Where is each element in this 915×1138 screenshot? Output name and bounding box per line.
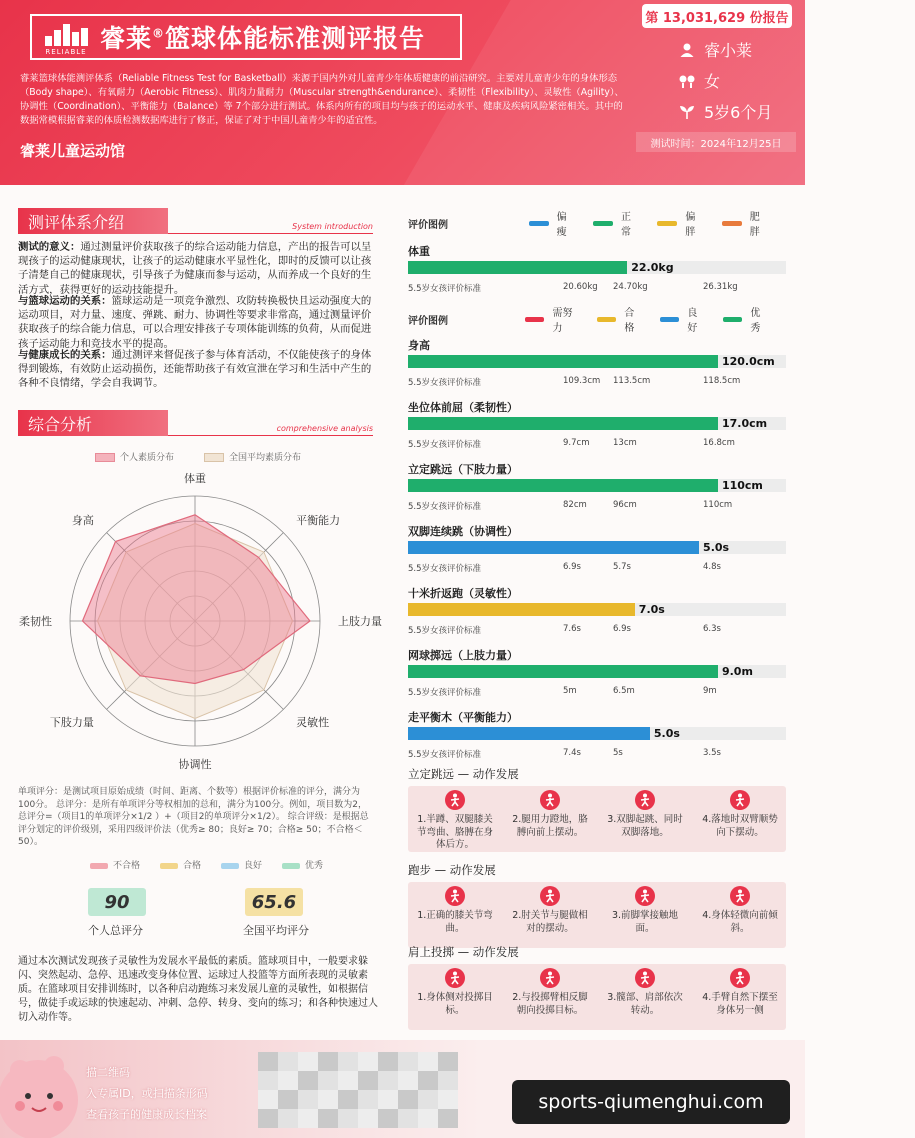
standard-tick: 13cm [613, 438, 637, 448]
mascot-image [0, 1040, 90, 1138]
standard-tick: 6.5m [613, 686, 635, 696]
development-step: 3.髋部、肩部依次转动。 [607, 992, 683, 1016]
standard-label: 5.5岁女孩评价标准 [408, 502, 482, 512]
metric-standard [408, 624, 786, 638]
qr-pixel [258, 1090, 278, 1109]
standard-tick: 4.8s [703, 562, 721, 572]
intro-paragraph-2: 与篮球运动的关系：篮球运动是一项竞争激烈、攻防转换极快且运动强度大的运动项目，对力量、速度、弹跳、耐力、协调性等要求非常高，通过测量评价获取孩子的综合能力信息，可以合理安排孩子专项体能训练的负荷，从而促进孩子运动能力和竞技水平的提高。 [18, 295, 372, 350]
legend-qualified: 合格 [597, 304, 642, 334]
test-date: 测试时间：2024年12月25日 [636, 132, 796, 152]
standard-tick: 24.70kg [613, 282, 648, 292]
metric-title: 走平衡木（平衡能力） [408, 711, 518, 724]
metric-bar-fill [408, 665, 718, 678]
metric-title: 立定跳远（下肢力量） [408, 463, 518, 476]
child-profile [670, 34, 795, 127]
standard-label: 5.5岁女孩评价标准 [408, 564, 482, 574]
figure-icon [635, 968, 655, 988]
standard-tick: 7.6s [563, 624, 581, 634]
grade-fail: 不合格 [90, 858, 140, 871]
qr-pixel [398, 1109, 418, 1128]
metric-bar-fill [408, 479, 718, 492]
profile-gender-row [670, 65, 795, 96]
qr-pixel [438, 1071, 458, 1090]
qr-pixel [298, 1071, 318, 1090]
radar-axis-label: 灵敏性 [296, 716, 330, 730]
header-intro: 睿莱篮球体能测评体系（Reliable Fitness Test for Basketball）来源于国内外对儿童青少年体质健康的前沿研究。主要对儿童青少年的身体形态（Body shape）、有氧耐力（Aerobic Fitness）、肌肉力量耐力（Muscular strength&endurance）、柔韧性（Flexibility）、灵敏性（Agility）、协调性（Coordination）、平衡能力（Balance）等 7个部分进行测试。体系内所有的项目均与孩子的运动水平、健康及疾病风险紧密相关。其中的数据常模根据睿莱的体质检测数据库进行了修正，保证了对于中国儿童青少年的适宜性。 [20, 73, 624, 126]
qr-pixel [418, 1052, 438, 1071]
logo-text: RELIABLE [45, 48, 87, 56]
qr-pixel [398, 1052, 418, 1071]
standard-tick: 9m [703, 686, 717, 696]
figure-icon [445, 886, 465, 906]
gender-icon [670, 73, 704, 89]
metric-value: 5.0s [703, 541, 730, 554]
standard-label: 5.5岁女孩评价标准 [408, 440, 482, 450]
metric-standard [408, 748, 786, 762]
standard-tick: 82cm [563, 500, 587, 510]
analysis-section-title: 综合分析 [18, 410, 168, 436]
footer-instructions: 描二维码 入专属ID，或扫描条形码 查看孩子的健康成长档案 [86, 1066, 208, 1121]
standard-tick: 118.5cm [703, 376, 741, 386]
qr-pixel [378, 1090, 398, 1109]
analysis-section-en: comprehensive analysis [276, 424, 373, 433]
weight-legend: 评价图例 偏瘦 正常 偏胖 肥胖 [408, 214, 786, 232]
site-watermark: sports-qiumenghui.com [512, 1080, 790, 1124]
qr-pixel [338, 1090, 358, 1109]
metric-title: 坐位体前屈（柔韧性） [408, 401, 518, 414]
qr-pixel [318, 1052, 338, 1071]
qr-pixel [358, 1090, 378, 1109]
metric-standard [408, 438, 786, 452]
development-step: 2.肘关节与腿做相对的摆动。 [512, 910, 588, 934]
development-step: 3.双脚起跳、同时双脚落地。 [607, 814, 683, 838]
qr-pixel [318, 1090, 338, 1109]
intro-section-header [18, 208, 373, 234]
analysis-section-header [18, 410, 373, 436]
legend-good: 良好 [660, 304, 705, 334]
legend-average: 全国平均素质分布 [204, 450, 301, 463]
qr-pixel [278, 1090, 298, 1109]
metric-bar-fill [408, 417, 718, 430]
standard-label: 5.5岁女孩评价标准 [408, 378, 482, 388]
metric-value: 120.0cm [721, 355, 775, 368]
figure-icon [445, 968, 465, 988]
figure-icon [730, 886, 750, 906]
report-count-badge: 第 13,031,629 份报告 [642, 4, 792, 28]
standard-tick: 96cm [613, 500, 637, 510]
grade-legend: 评价图例 需努力 合格 良好 优秀 [408, 310, 786, 328]
standard-tick: 110cm [703, 500, 733, 510]
legend-needs-work: 需努力 [525, 304, 579, 334]
radar-axis-label: 柔韧性 [19, 615, 52, 628]
qr-pixel [278, 1052, 298, 1071]
figure-icon [540, 968, 560, 988]
development-step: 1.半蹲、双腿膝关节弯曲、胳膊在身体后方。 [416, 814, 493, 850]
child-gender: 女 [704, 72, 721, 91]
figure-icon [540, 886, 560, 906]
qr-pixel [338, 1109, 358, 1128]
personal-score: 90 [88, 888, 146, 916]
legend-excellent: 优秀 [723, 304, 768, 334]
qr-pixel [438, 1090, 458, 1109]
child-name: 睿小莱 [704, 41, 753, 60]
standard-tick: 5m [563, 686, 577, 696]
qr-pixel [338, 1071, 358, 1090]
metric-standard [408, 282, 786, 296]
metric-title: 网球掷远（上肢力量） [408, 649, 518, 662]
profile-age-row [670, 96, 795, 127]
header-decoration [395, 0, 914, 390]
development-title: 立定跳远 — 动作发展 [408, 767, 519, 781]
metric-standard [408, 686, 786, 700]
child-age: 5岁6个月 [704, 103, 773, 122]
standard-tick: 9.7cm [563, 438, 590, 448]
radar-legend [95, 450, 301, 463]
scoring-note: 单项评分：是测试项目原始成绩（时间、距离、个数等）根据评价标准的评分，满分为100分。 总评分：是所有单项评分等权相加的总和，满分为100分。例如，项目数为2，总评分=（项目1的单项评分×1/2 ）+（项目2的单项评分×1/2）。 综合评级：是根据总评分划定的评价级别，采用四级评价法（优秀≥ 80；良好≥ 70；合格≥ 50；不合格＜50）。 [18, 787, 369, 847]
qr-pixel [378, 1071, 398, 1090]
venue-name: 睿莱儿童运动馆 [20, 142, 126, 160]
standard-label: 5.5岁女孩评价标准 [408, 626, 482, 636]
standard-tick: 5s [613, 748, 623, 758]
qr-pixel [298, 1109, 318, 1128]
radar-axis-label: 协调性 [178, 758, 212, 771]
figure-icon [540, 790, 560, 810]
metric-title: 身高 [408, 339, 430, 352]
development-step: 1.正确的膝关节弯曲。 [417, 910, 493, 934]
qr-pixel [318, 1109, 338, 1128]
grade-excellent: 优秀 [282, 858, 323, 871]
profile-name-row [670, 34, 795, 65]
standard-tick: 7.4s [563, 748, 581, 758]
qr-pixel [298, 1052, 318, 1071]
qr-pixel [398, 1071, 418, 1090]
qr-pixel [358, 1052, 378, 1071]
development-step: 4.手臂自然下摆至身体另一侧 [702, 992, 778, 1016]
metric-value: 22.0kg [631, 261, 674, 274]
analysis-summary: 通过本次测试发现孩子灵敏性为发展水平最低的素质。篮球项目中，一般要求躲闪、突然起动、急停、迅速改变身体位置、运球过人投篮等方面所表现的灵敏素质。在篮球项目安排训练时，以各种启动跑练习来发展儿童的灵敏性，如根据信号，做徒手或运球的快速起动、冲刺、急停、转身、变向的练习；和各种快速过人切入动作等。 [18, 956, 378, 1023]
intro-section-en: System introduction [292, 222, 373, 231]
qr-pixel [258, 1109, 278, 1128]
figure-icon [635, 886, 655, 906]
metric-value: 7.0s [638, 603, 665, 616]
legend-thin: 偏瘦 [529, 208, 575, 238]
development-step: 2.腿用力蹬地，胳膊向前上摆动。 [512, 814, 588, 838]
figure-icon [730, 968, 750, 988]
qr-pixel [418, 1109, 438, 1128]
metric-title: 十米折返跑（灵敏性） [408, 587, 518, 600]
average-score: 65.6 [245, 888, 303, 916]
metric-value: 110cm [721, 479, 763, 492]
figure-icon [635, 790, 655, 810]
standard-tick: 109.3cm [563, 376, 601, 386]
qr-pixel [378, 1052, 398, 1071]
metric-standard [408, 376, 786, 390]
qr-pixel [358, 1071, 378, 1090]
standard-label: 5.5岁女孩评价标准 [408, 284, 482, 294]
figure-icon [445, 790, 465, 810]
development-step: 2.与投掷臂相反脚朝向投掷目标。 [512, 992, 588, 1016]
qr-pixel [398, 1090, 418, 1109]
standard-tick: 6.3s [703, 624, 721, 634]
standard-tick: 113.5cm [613, 376, 651, 386]
grade-pass: 合格 [160, 858, 201, 871]
report-title: 睿莱®篮球体能标准测评报告 [100, 24, 426, 53]
development-title: 跑步 — 动作发展 [408, 863, 496, 877]
standard-tick: 26.31kg [703, 282, 738, 292]
qr-pixel [358, 1109, 378, 1128]
qr-code-blurred[interactable] [258, 1052, 458, 1127]
development-step: 3.前脚掌接触地面。 [611, 910, 679, 934]
qr-pixel [418, 1071, 438, 1090]
metric-standard [408, 562, 786, 576]
person-icon [670, 42, 704, 58]
standard-tick: 6.9s [563, 562, 581, 572]
standard-label: 5.5岁女孩评价标准 [408, 750, 482, 760]
qr-pixel [258, 1071, 278, 1090]
radar-axis-label: 平衡能力 [296, 513, 341, 527]
qr-pixel [378, 1109, 398, 1128]
personal-score-label: 个人总评分 [88, 924, 143, 937]
qr-pixel [298, 1090, 318, 1109]
grade-good: 良好 [221, 858, 262, 871]
sprout-icon [670, 104, 704, 120]
standard-label: 5.5岁女孩评价标准 [408, 688, 482, 698]
qr-pixel [438, 1052, 458, 1071]
qr-pixel [438, 1109, 458, 1128]
development-title: 肩上投掷 — 动作发展 [408, 945, 519, 959]
standard-tick: 5.7s [613, 562, 631, 572]
title-box [30, 14, 462, 60]
metric-title: 体重 [408, 245, 430, 258]
development-step: 4.身体轻微向前倾斜。 [702, 910, 778, 934]
radar-axis-label: 上肢力量 [338, 615, 382, 628]
metric-bar-fill [408, 261, 627, 274]
average-score-label: 全国平均评分 [243, 924, 309, 937]
legend-chubby: 偏胖 [657, 208, 703, 238]
qr-pixel [418, 1090, 438, 1109]
qr-pixel [338, 1052, 358, 1071]
development-step: 1.身体侧对投掷目标。 [417, 992, 493, 1016]
metric-value: 17.0cm [721, 417, 768, 430]
legend-personal: 个人素质分布 [95, 450, 174, 463]
radar-axis-label: 身高 [71, 513, 94, 527]
radar-chart [19, 468, 382, 773]
qr-pixel [258, 1052, 278, 1071]
metric-title: 双脚连续跳（协调性） [408, 525, 518, 538]
legend-obese: 肥胖 [722, 208, 768, 238]
qr-pixel [278, 1071, 298, 1090]
metric-bar-fill [408, 603, 635, 616]
qr-pixel [278, 1109, 298, 1128]
metric-value: 9.0m [721, 665, 753, 678]
intro-paragraph-1: 测试的意义：通过测量评价获取孩子的综合运动能力信息，产出的报告可以呈现孩子的运动健康现状，让孩子的运动健康水平显性化，即时的反馈可以让孩子清楚自己的健康现状，引导孩子为健康而参与运动，从而养成一个良好的生活方式，获得更好的运动技能提升。 [18, 241, 372, 296]
radar-axis-label: 下肢力量 [49, 716, 94, 730]
metric-value: 5.0s [653, 727, 680, 740]
qr-pixel [318, 1071, 338, 1090]
metric-bar-fill [408, 727, 650, 740]
metric-standard [408, 500, 786, 514]
radar-axis-label: 体重 [184, 472, 206, 485]
standard-tick: 6.9s [613, 624, 631, 634]
report-header [0, 0, 805, 185]
metric-bar-fill [408, 355, 718, 368]
legend-normal: 正常 [593, 208, 639, 238]
standard-tick: 3.5s [703, 748, 721, 758]
development-step: 4.落地时双臂顺势向下摆动。 [702, 814, 778, 838]
intro-section-title: 测评体系介绍 [18, 208, 168, 234]
reliable-logo [42, 18, 90, 56]
grade-scale-legend [90, 858, 323, 871]
standard-tick: 16.8cm [703, 438, 735, 448]
figure-icon [730, 790, 750, 810]
standard-tick: 20.60kg [563, 282, 598, 292]
intro-paragraph-3: 与健康成长的关系：通过测评来督促孩子参与体育活动，不仅能使孩子的身体得到锻炼，有效防止运动损伤，还能帮助孩子有效宣泄在学习和生活中产生的各种不良情绪，学会自我调节。 [18, 349, 372, 390]
metric-bar-fill [408, 541, 699, 554]
